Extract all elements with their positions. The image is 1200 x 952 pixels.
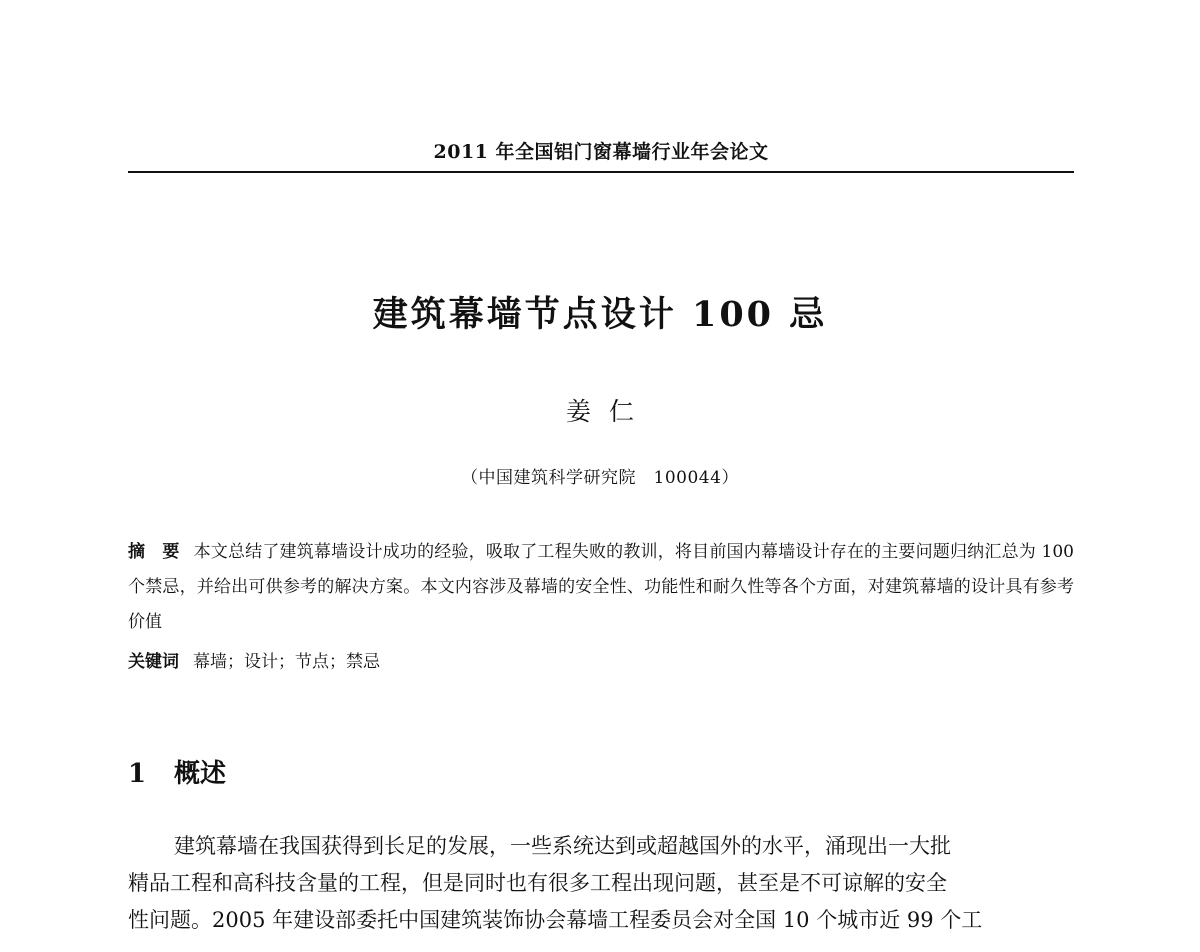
abstract [128, 535, 1074, 640]
body-line: 精品工程和高科技含量的工程，但是同时也有很多工程出现问题，甚至是不可谅解的安全 [128, 871, 947, 895]
running-header: 2011 年全国铝门窗幕墙行业年会论文 [433, 141, 769, 163]
keywords-label: 关键词 [128, 652, 179, 672]
header-rule [128, 171, 1074, 173]
abstract-text: 本文总结了建筑幕墙设计成功的经验，吸取了工程失败的教训，将目前国内幕墙设计存在的主要问题归纳汇总为 100 个禁忌，并给出可供参考的解决方案。本文内容涉及幕墙的安全性、功能性和耐久性等各个方面，对建筑幕墙的设计具有参考价值 [128, 542, 1074, 632]
section-heading [128, 752, 226, 796]
body-paragraph [128, 828, 1074, 939]
body-line: 性问题。2005 年建设部委托中国建筑装饰协会幕墙工程委员会对全国 10 个城市近 99 个工 [128, 908, 983, 932]
keywords-text: 幕墙；设计；节点；禁忌 [193, 652, 380, 672]
section-number: 1 [128, 759, 147, 789]
section-title: 概述 [174, 759, 227, 789]
body-line: 建筑幕墙在我国获得到长足的发展，一些系统达到或超越国外的水平，涌现出一大批 [174, 834, 951, 858]
keywords [128, 645, 1074, 680]
abstract-label: 摘 要 [128, 542, 180, 562]
author-name: 姜仁 [565, 397, 652, 426]
paper-title: 建筑幕墙节点设计 100 忌 [372, 294, 828, 335]
author-affiliation: （中国建筑科学研究院 100044） [461, 468, 739, 488]
